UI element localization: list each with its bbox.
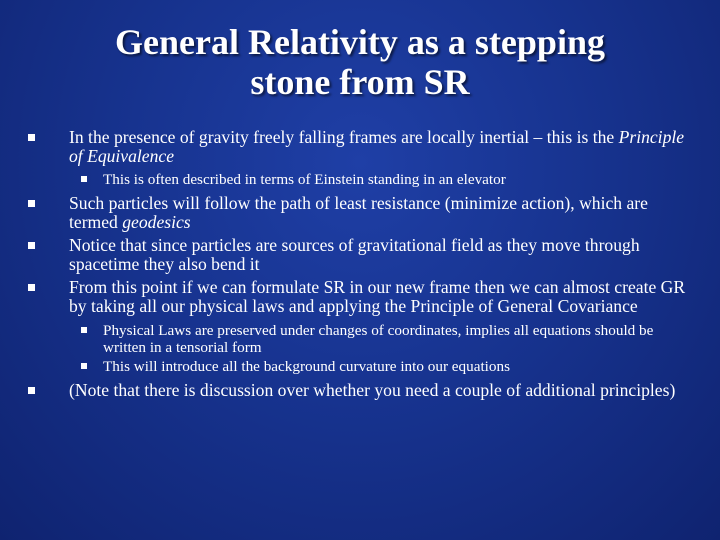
bullet-item-spacetime: [28, 236, 698, 274]
square-bullet-icon: [28, 284, 35, 291]
sub-bullet-text: Physical Laws are preserved under changes of coordinates, implies all equations should be written in a tensorial form: [103, 322, 654, 356]
bullet-item-equivalence: [28, 128, 698, 166]
bullet-text: Notice that since particles are sources of gravitational field as they move through spacetime they also bend it: [69, 235, 640, 274]
square-bullet-icon: [28, 387, 35, 394]
square-bullet-icon: [28, 242, 35, 249]
bullet-emphasis: Principle of Equivalence: [69, 127, 685, 166]
square-bullet-icon: [28, 134, 35, 141]
slide-title-line-2: stone from SR: [250, 62, 470, 102]
sub-bullet-elevator: [28, 171, 698, 188]
bullet-item-note: [28, 381, 698, 400]
bullet-text: From this point if we can formulate SR in our new frame then we can almost create GR by taking all our physical laws and applying the Principle of General Covariance: [69, 277, 686, 316]
square-bullet-icon: [81, 363, 87, 369]
slide-title: [0, 22, 720, 102]
square-bullet-icon: [28, 200, 35, 207]
bullet-item-covariance: [28, 278, 698, 316]
bullet-text: Such particles will follow the path of least resistance (minimize action), which are termed: [69, 193, 648, 232]
sub-bullet-text: This is often described in terms of Einstein standing in an elevator: [103, 171, 506, 188]
square-bullet-icon: [81, 327, 87, 333]
slide-title-line-1: General Relativity as a stepping: [115, 22, 605, 62]
square-bullet-icon: [81, 176, 87, 182]
sub-bullet-curvature: [28, 358, 698, 375]
bullet-item-geodesics: [28, 194, 698, 232]
sub-bullet-tensorial: [28, 322, 698, 356]
bullet-text: In the presence of gravity freely falling frames are locally inertial – this is the: [69, 127, 619, 147]
bullet-list: [28, 128, 698, 402]
sub-bullet-text: This will introduce all the background curvature into our equations: [103, 358, 510, 375]
bullet-text: (Note that there is discussion over whether you need a couple of additional principles): [69, 380, 676, 400]
bullet-emphasis: geodesics: [122, 212, 191, 232]
